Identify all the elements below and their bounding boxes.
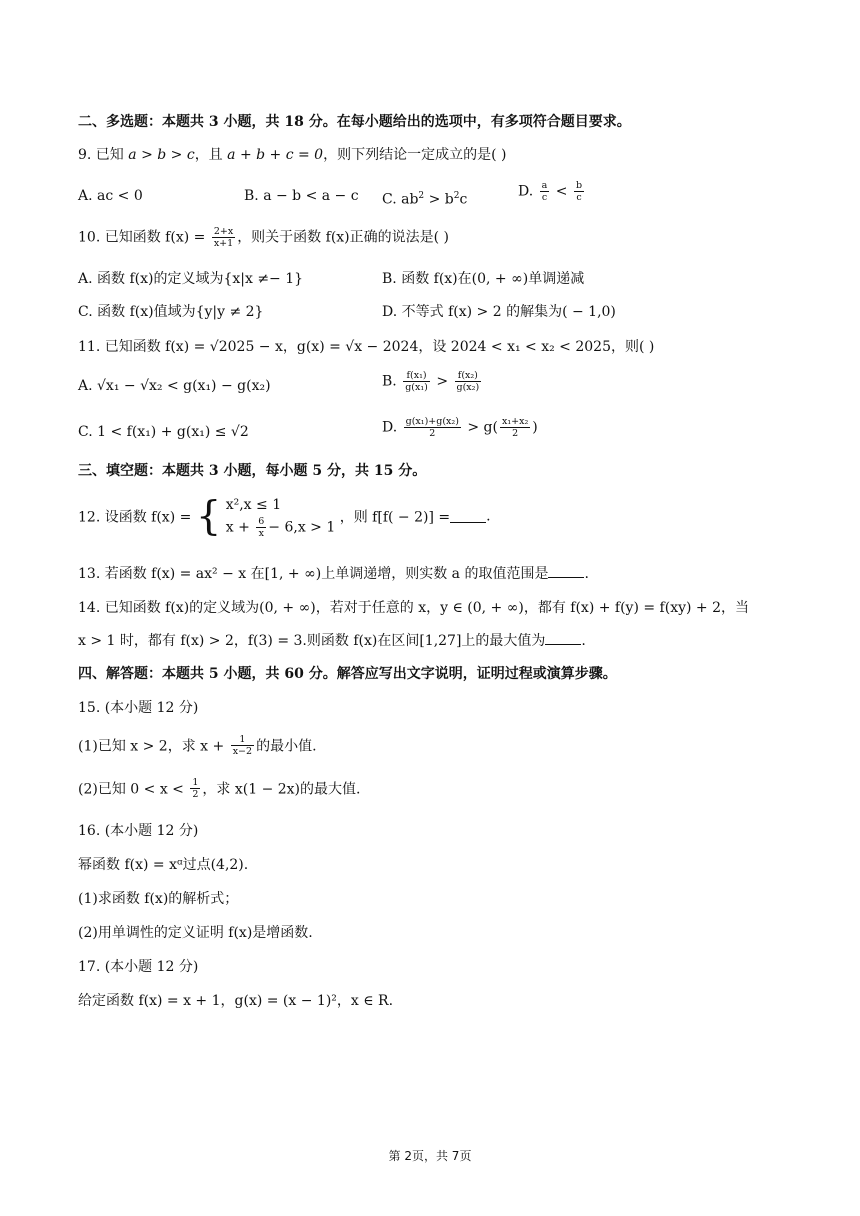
q15-p2-post: ，求 x(1 − 2x)的最大值. <box>202 781 361 798</box>
q15-p2-num: 1 <box>192 777 199 788</box>
q12-period: . <box>486 508 491 525</box>
q9-c-mid: > b <box>424 191 454 208</box>
q9-c-post: c <box>459 191 468 208</box>
q15-p2-pre: (2)已知 0 < x < <box>78 781 184 798</box>
section-title-multi-choice: 二、多选题：本题共 3 小题，共 18 分。在每小题给出的选项中，有多项符合题目要求。 <box>78 114 631 130</box>
question-13 <box>78 564 589 584</box>
q13-pre: 13. 若函数 f(x) = ax² − x 在[1, + ∞)上单调递增，则实数 a 的取值范围是 <box>78 566 549 582</box>
q9-option-d <box>518 180 586 203</box>
q9-d-lt: < <box>551 183 572 200</box>
question-16-stem: 幂函数 f(x) = xᵅ过点(4,2). <box>78 857 249 873</box>
q14-answer-blank <box>545 632 581 645</box>
q10-option-b: B. 函数 f(x)在(0, + ∞)单调递减 <box>382 271 585 287</box>
q9-stem-mid: ，且 <box>194 147 223 163</box>
question-12 <box>78 494 491 539</box>
q11-option-d <box>382 416 538 439</box>
q11-option-b <box>382 370 483 393</box>
q10-option-c: C. 函数 f(x)值域为{y|y ≠ 2} <box>78 304 264 320</box>
q9-stem-post: ，则下列结论一定成立的是( ) <box>323 147 507 163</box>
q11-b-pre: B. <box>382 373 397 390</box>
q11-d-frac2 <box>500 416 530 439</box>
q10-option-a: A. 函数 f(x)的定义域为{x|x ≠− 1} <box>78 271 304 287</box>
q12-case2-pre: x + <box>225 519 250 536</box>
q11-b-num1: f(x₁) <box>403 370 430 382</box>
q14-line2-pre: x > 1 时，都有 f(x) > 2，f(3) = 3.则函数 f(x)在区间[1,27]上的最大值为 <box>78 633 546 649</box>
q15-p1-post: 的最小值. <box>256 738 317 755</box>
q9-c-pre: C. ab <box>382 191 419 208</box>
q15-p2-den: 2 <box>192 789 199 800</box>
q14-line2-post: . <box>581 633 586 649</box>
q12-case2-den: x <box>258 528 264 539</box>
q10-option-d: D. 不等式 f(x) > 2 的解集为( − 1,0) <box>382 304 616 320</box>
q11-b-frac1 <box>403 370 430 393</box>
q12-post: ，则 f[f( − 2)] = <box>339 509 451 526</box>
q11-d-num1: g(x₁)+g(x₂) <box>405 416 459 427</box>
question-14-line1: 14. 已知函数 f(x)的定义域为(0, + ∞)，若对于任意的 x，y ∈ (0, + ∞)，都有 f(x) + f(y) = f(xy) + 2，当 <box>78 600 750 616</box>
question-10-stem <box>78 226 449 249</box>
q9-d-den1: c <box>541 192 548 203</box>
q10-num: 2+x <box>213 226 234 237</box>
q9-d-num1: a <box>541 180 548 191</box>
q12-brace: { <box>195 493 222 540</box>
question-17-head: 17. (本小题 12 分) <box>78 959 199 975</box>
q9-stem-math2: a + b + c = 0 <box>227 147 324 163</box>
question-17-stem: 给定函数 f(x) = x + 1，g(x) = (x − 1)²，x ∈ R. <box>78 993 394 1009</box>
q11-option-a: A. √x₁ − √x₂ < g(x₁) − g(x₂) <box>78 378 271 394</box>
q9-stem-math1: a > b > c <box>128 147 195 163</box>
question-14-line2 <box>78 631 586 651</box>
q15-p1-den: x−2 <box>232 746 253 757</box>
question-16-head: 16. (本小题 12 分) <box>78 823 199 839</box>
q9-d-frac1 <box>540 180 550 203</box>
q12-case1: x²,x ≤ 1 <box>225 497 282 513</box>
q11-d-den1: 2 <box>429 428 436 439</box>
q11-b-den2: g(x₂) <box>456 382 480 393</box>
section-title-answer: 四、解答题：本题共 5 小题，共 60 分。解答应写出文字说明，证明过程或演算步骤。 <box>78 666 617 682</box>
q9-d-frac2 <box>574 180 584 203</box>
q12-case2-post: − 6,x > 1 <box>268 519 336 536</box>
page-number: 第 2页，共 7页 <box>388 1149 472 1163</box>
q9-c-sup2: 2 <box>453 191 460 201</box>
q11-d-num2: x₁+x₂ <box>501 416 529 427</box>
q11-b-num2: f(x₂) <box>455 370 482 382</box>
question-9-stem <box>78 145 506 165</box>
q13-answer-blank <box>548 565 584 578</box>
q10-stem-pre: 10. 已知函数 <box>78 229 161 246</box>
q12-cases <box>226 494 336 539</box>
q9-option-a: A. ac < 0 <box>78 188 143 204</box>
question-11-stem: 11. 已知函数 f(x) = √2025 − x，g(x) = √x − 2024，设 2024 < x₁ < x₂ < 2025，则( ) <box>78 339 655 355</box>
q10-stem-post: ，则关于函数 f(x)正确的说法是( ) <box>237 229 450 246</box>
q9-stem-pre: 9. 已知 <box>78 147 124 163</box>
q12-case2 <box>226 516 336 539</box>
q11-d-post: ) <box>532 419 538 436</box>
q10-fx: f(x) = <box>165 229 206 246</box>
q11-d-frac1 <box>404 416 461 439</box>
q11-d-mid: > g( <box>462 419 498 436</box>
q11-d-pre: D. <box>382 419 398 436</box>
question-15-part2 <box>78 777 360 800</box>
section-title-fill-in: 三、填空题：本题共 3 小题，每小题 5 分，共 15 分。 <box>78 463 427 479</box>
question-15-head: 15. (本小题 12 分) <box>78 700 199 716</box>
q15-p1-pre: (1)已知 x > 2，求 x + <box>78 738 225 755</box>
q12-answer-blank <box>450 510 486 523</box>
q12-case2-frac <box>256 516 266 539</box>
question-15-part1 <box>78 734 317 757</box>
q11-option-c: C. 1 < f(x₁) + g(x₁) ≤ √2 <box>78 424 249 440</box>
question-16-part2: (2)用单调性的定义证明 f(x)是增函数. <box>78 925 313 941</box>
q10-frac <box>212 226 235 249</box>
q9-d-pre: D. <box>518 183 534 200</box>
q11-b-frac2 <box>455 370 482 393</box>
q9-c-sup: 2 <box>418 191 425 201</box>
q9-d-num2: b <box>575 180 583 191</box>
question-16-part1: (1)求函数 f(x)的解析式； <box>78 891 239 907</box>
q10-den: x+1 <box>213 238 234 249</box>
q11-b-den1: g(x₁) <box>405 382 428 393</box>
q15-p1-num: 1 <box>231 734 254 746</box>
q11-b-gt: > <box>431 373 453 390</box>
q9-option-b: B. a − b < a − c <box>244 188 359 204</box>
q13-post: . <box>584 566 589 582</box>
q9-d-den2: c <box>576 192 582 203</box>
q15-p2-frac <box>190 777 200 800</box>
q9-option-c <box>382 186 467 210</box>
q12-case2-num: 6 <box>258 516 265 527</box>
q12-pre: 12. 设函数 f(x) = <box>78 509 192 526</box>
q15-p1-frac <box>231 734 254 757</box>
q11-d-den2: 2 <box>512 428 519 439</box>
